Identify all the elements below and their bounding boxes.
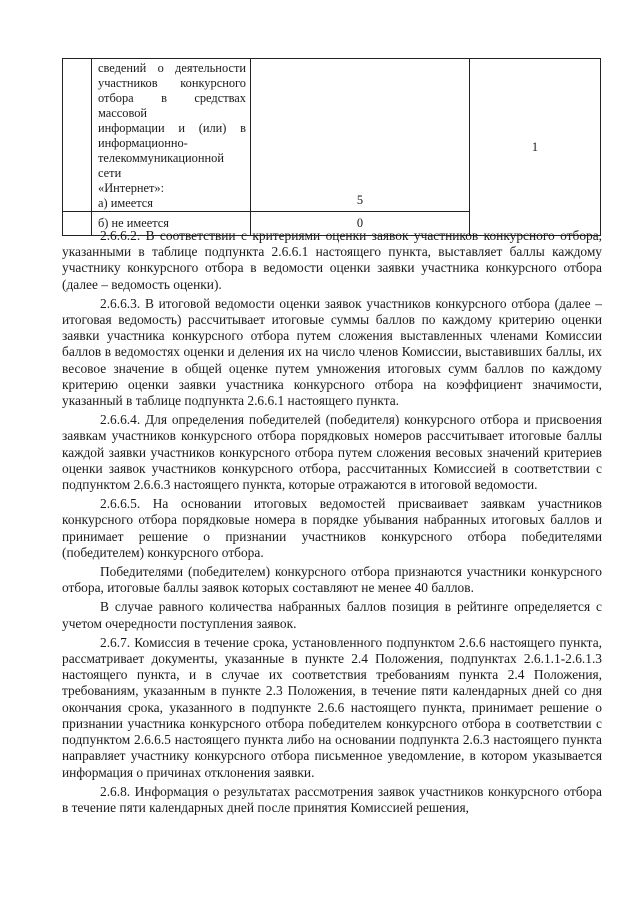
table-cell-score: 5: [251, 59, 470, 212]
criterion-line: сведений о деятельности: [98, 61, 246, 75]
criterion-line: «Интернет»:: [98, 181, 165, 195]
paragraph-2-6-6-2: 2.6.6.2. В соответствии с критериями оценки заявок участников конкурсного отбора, указанными в таблице подпункта 2.6.6.1 настоящего пункта, выставляет баллы каждому участнику конкурсного отбора в ведомости оценки заявки участника конкурсного отбора (далее – ведомость оценки).: [62, 228, 602, 292]
paragraph-2-6-8: 2.6.8. Информация о результатах рассмотрения заявок участников конкурсного отбора в течение пяти календарных дней после принятия Комиссией решения,: [62, 783, 602, 815]
criterion-line: информации и (или) в: [98, 121, 246, 135]
paragraph-2-6-7: 2.6.7. Комиссия в течение срока, установленного подпунктом 2.6.6 настоящего пункта, рассматривает документы, указанные в пункте 2.4 Положения, подпунктах 2.6.1.1-2.6.1.3 настоящего пункта, и в случае их соответствия требованиям пункта 2.4 Положения, требованиям, указанным в пункте 2.3 Положения, в течение пяти календарных дней со дня окончания срока, указанного в подпункте 2.6.6 настоящего пункта, принимает решение о признании участника конкурсного отбора победителем конкурсного отбора в соответствии с подпунктом 2.6.6.5 настоящего пункта либо на основании подпункта 2.6.3 настоящего пункта направляет участнику конкурсного отбора письменное уведомление, в котором указывается информация о причинах отклонения заявки.: [62, 634, 602, 780]
criterion-line: телекоммуникационной сети: [98, 151, 224, 180]
table-cell-criterion: [92, 59, 251, 212]
paragraph-2-6-6-3: 2.6.6.3. В итоговой ведомости оценки заявок участников конкурсного отбора (далее – итоговая ведомость) рассчитывает итоговые суммы баллов по каждому критерию оценки заявки участника конкурсного отбора путем сложения выставленных членами Комиссии баллов в ведомостях оценки и деления их на число членов Комиссии, выставивших баллы, их весовое значение в общей оценке путем умножения итоговых сумм баллов по каждому критерию оценки заявки участника конкурсного отбора на коэффициент значимости, указанный в таблице подпункта 2.6.6.1 настоящего пункта.: [62, 295, 602, 409]
paragraph-2-6-6-5: 2.6.6.5. На основании итоговых ведомостей присваивает заявкам участников конкурсного отбора порядковые номера в порядке убывания набранных итоговых баллов и принимает решение о признании участников конкурсного отбора победителями (победителем) конкурсного отбора.: [62, 496, 602, 560]
paragraph-tie-rule: В случае равного количества набранных баллов позиция в рейтинге определяется с учетом очередности поступления заявок.: [62, 599, 602, 631]
criterion-line: участников конкурсного: [98, 76, 246, 90]
document-body: [62, 228, 602, 819]
paragraph-2-6-6-4: 2.6.6.4. Для определения победителей (победителя) конкурсного отбора и присвоения заявкам участников конкурсного отбора порядковых номеров рассчитывает итоговые баллы каждой заявки участников конкурсного отбора путем сложения весовых значений критериев оценки заявок участников конкурсного отбора, рассчитанных Комиссией в соответствии с подпунктом 2.6.6.3 настоящего пункта, которые отражаются в итоговой ведомости.: [62, 412, 602, 493]
criterion-line: отбора в средствах массовой: [98, 91, 246, 120]
table-cell-score: 0: [251, 212, 470, 236]
paragraph-winners: Победителями (победителем) конкурсного отбора признаются участники конкурсного отбора, итоговые баллы заявок которых составляют не менее 40 баллов.: [62, 564, 602, 596]
criterion-line: информационно-: [98, 136, 188, 150]
table-cell-number: [63, 59, 92, 212]
criterion-line: а) имеется: [98, 196, 153, 210]
table-cell-criterion: б) не имеется: [92, 212, 251, 236]
table-cell-weight: 1: [470, 59, 601, 236]
criteria-table-fragment: [62, 58, 601, 236]
table-row: [63, 59, 601, 212]
